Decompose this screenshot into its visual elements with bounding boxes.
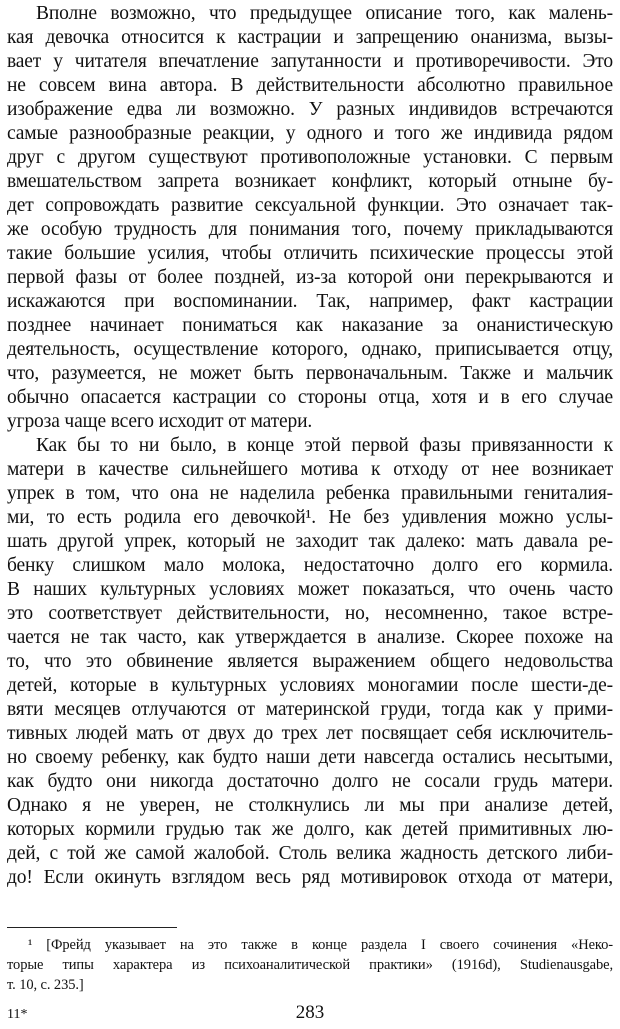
body-line: до! Если окинуть взглядом весь ряд мотивировок отхода от матери, [7, 867, 613, 888]
body-line: Однако я не уверен, не столкнулись ли мы при анализе детей, [7, 795, 613, 816]
body-line: упрек в том, что она не наделила ребенка правильными гениталия- [7, 483, 613, 504]
body-line: же особую трудность для понимания того, почему прикладываются [7, 219, 613, 240]
body-line: самые разнообразные реакции, у одного и того же индивида рядом [7, 123, 613, 144]
body-line: чается не так часто, как утверждается в анализе. Скорее похоже на [7, 627, 613, 648]
footnote-line: т. 10, с. 235.] [7, 977, 84, 993]
body-line: вяти месяцев отлучаются от материнской груди, тогда как у прими- [7, 699, 613, 720]
body-line: друг с другом существуют противоположные установки. С первым [7, 147, 613, 168]
body-line: такие большие усилия, чтобы отличить психические процессы этой [7, 243, 613, 264]
body-line: Как бы то ни было, в конце этой первой фазы привязанности к [36, 435, 613, 456]
body-line: шать другой упрек, который не заходит так далеко: мать давала ре- [7, 531, 613, 552]
footnote-divider [7, 927, 177, 928]
body-line: искажаются при воспоминании. Так, например, факт кастрации [7, 291, 613, 312]
footnote-line: торые типы характера из психоаналитической практики» (1916d), Studienausgabe, [7, 957, 613, 973]
body-line: матери в качестве сильнейшего мотива к отходу от нее возникает [7, 459, 613, 480]
footnote-line: ¹ [Фрейд указывает на это также в конце раздела I своего сочинения «Неко- [28, 937, 613, 953]
signature-mark: 11* [7, 1007, 28, 1022]
body-line: но своему ребенку, как будто наши дети навсегда остались несытыми, [7, 747, 613, 768]
body-line: которых кормили грудью так же долго, как детей примитивных лю- [7, 819, 613, 840]
body-line: дей, с той же самой жалобой. Столь велика жадность детского либи- [7, 843, 613, 864]
body-line: Вполне возможно, что предыдущее описание того, как малень- [36, 3, 613, 24]
body-line: дет сопровождать развитие сексуальной функции. Это означает так- [7, 195, 613, 216]
body-line: вает у читателя впечатление запутанности и противоречивости. Это [7, 51, 613, 72]
body-line: деятельность, осуществление которого, однако, приписывается отцу, [7, 339, 613, 360]
body-line: детей, которые в культурных условиях моногамии после шести-де- [7, 675, 613, 696]
page-number: 283 [295, 1002, 325, 1023]
body-line: угроза чаще всего исходит от матери. [7, 411, 313, 432]
body-line: первой фазы от более поздней, из-за которой они перекрываются и [7, 267, 613, 288]
body-line: позднее начинает пониматься как наказание за онанистическую [7, 315, 613, 336]
body-line: кая девочка относится к кастрации и запрещению онанизма, вызы- [7, 27, 613, 48]
body-line: это соответствует действительности, но, несомненно, такое встре- [7, 603, 613, 624]
body-line: вмешательством запрета возникает конфликт, который отныне бу- [7, 171, 613, 192]
body-line: ми, то есть родила его девочкой¹. Не без удивления можно услы- [7, 507, 613, 528]
body-line: обычно опасается кастрации со стороны отца, хотя и в его случае [7, 387, 613, 408]
body-line: изображение едва ли возможно. У разных индивидов встречаются [7, 99, 613, 120]
body-line: тивных людей мать от двух до трех лет посвящает себя исключитель- [7, 723, 613, 744]
body-line: что, разумеется, не может быть первоначальным. Также и мальчик [7, 363, 613, 384]
body-line: В наших культурных условиях может показаться, что очень часто [7, 579, 613, 600]
body-line: то, что это обвинение является выражением общего недовольства [7, 651, 613, 672]
body-line: не совсем вина автора. В действительности абсолютно правильное [7, 75, 613, 96]
body-line: бенку слишком мало молока, недостаточно долго его кормила. [7, 555, 613, 576]
body-line: как будто они никогда достаточно долго не сосали грудь матери. [7, 771, 613, 792]
